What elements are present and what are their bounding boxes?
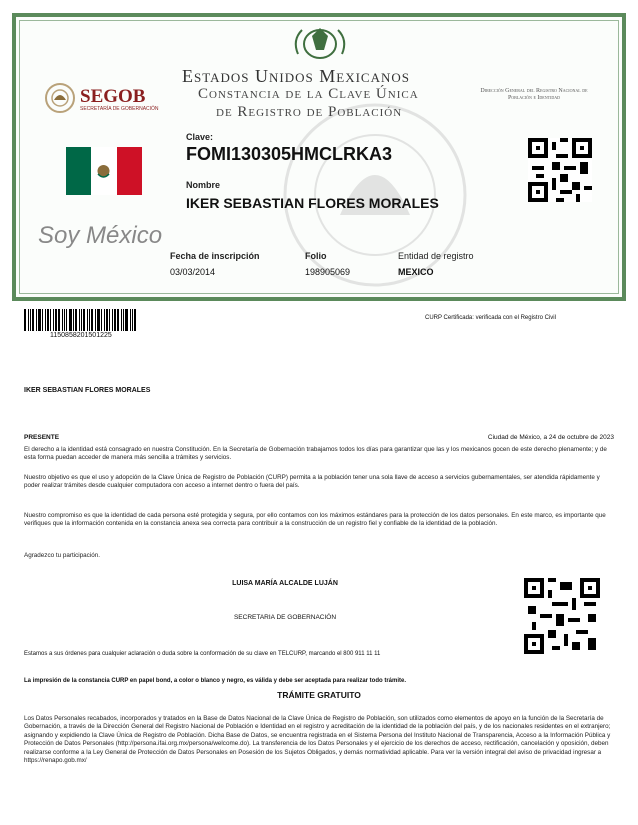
barcode-bar [55,309,57,331]
privacy-text: Los Datos Personales recabados, incorporados y tratados en la Base de Datos Nacional de la Clave Única de Registro de Población, son utilizados como elementos de apoyo en la función de la Secretaría de Gobernación, a través de la Dirección General del Registro Nacional de Población e Identidad en el registro y acreditación de la identidad de la población del país, y de los nacionales residentes en el extranjero; asignando y expidiendo la Clave Única de Registro de Población. Dicha Base de Datos, se encuentra registrada en el Sistema Persona del Instituto Nacional de Transparencia, Acceso a la Información Pública y Protección de Datos Personales (http://persona.ifai.org.mx/persona/welcome.do). La transferencia de los Datos Personales y el ejercicio de los derechos de acceso, rectificación, cancelación y oposición, deben realizarse conforme a la Ley General de Protección de Datos Personales en Posesión de los Sujetos Obligados, y demás normatividad aplicable. Para ver la versión integral del aviso de privacidad ingresar a https://renapo.gob.mx/ [24,715,611,765]
barcode-bar [89,309,90,331]
folio-label: Folio [305,251,327,261]
impresion-text: La impresión de la constancia CURP en papel bond, a color o blanco y negro, es válida y debe ser aceptada para realizar todo trámite. [24,678,407,684]
barcode-bar [38,309,41,331]
title-line-1: Estados Unidos Mexicanos [182,66,410,86]
eagle-crest-icon [290,20,350,62]
barcode-bar [79,309,80,331]
paragraph-2: Nuestro objetivo es que el uso y adopción de la Clave Única de Registro de Población (CURP) permita a la población tener una sola llave de acceso a servicios gubernamentales, ser atendida rápidamente y poder realizar trámites desde cualquier computadora con acceso a internet dentro o fuera del país. [24,474,600,490]
signature-role: SECRETARIA DE GOBERNACIÓN [233,614,337,621]
recipient-name: IKER SEBASTIAN FLORES MORALES [24,387,151,394]
segob-seal-icon [44,82,76,114]
barcode-bar [47,309,49,331]
barcode-bar [75,309,77,331]
paragraph-1: El derecho a la identidad está consagrado en nuestra Constitución. En la Secretaría de Gobernación trabajamos todos los días para garantizar que las y los mexicanos gocen de este derecho plenamente; y de esta forma puedan acceder de manera más sencilla a trámites y servicios. [24,446,607,462]
paragraph-3: Nuestro compromiso es que la identidad de cada persona esté protegida y segura, por ello contamos con los máximos estándares para la protección de los datos personales. En este marco, es importante que verifiques que la información contenida en la constancia anexa sea correcta para contribuir a la construcción de un registro fiel y confiable de la identidad de la población. [24,512,606,528]
paragraph-4: Agradezco tu participación. [24,552,100,559]
barcode-bar [81,309,82,331]
barcode-bar [50,309,51,331]
barcode-bar [64,309,65,331]
barcode-bar [66,309,67,331]
barcode-bar [83,309,85,331]
barcode-bar [45,309,46,331]
tramite-gratuito: TRÁMITE GRATUITO [277,690,361,700]
barcode-bar [69,309,72,331]
qr-code-icon [528,138,592,202]
barcode [24,309,144,331]
barcode-bar [87,309,88,331]
title-line-2: Constancia de la Clave Única [198,86,419,102]
barcode-bar [30,309,31,331]
title-line-3: de Registro de Población [216,104,403,120]
barcode-bar [125,309,128,331]
contact-text: Estamos a sus órdenes para cualquier aclaración o duda sobre la conformación de su clave en TELCURP, marcando el 800 911 11 11 [24,651,381,657]
barcode-bar [109,309,110,331]
segob-name: SEGOB [80,86,146,107]
entidad-label: Entidad de registro [398,251,474,261]
signature-name: LUISA MARÍA ALCALDE LUJÁN [232,580,338,587]
qr-code-2-icon [524,578,600,654]
barcode-bar [134,309,136,331]
barcode-bar [73,309,74,331]
presente: PRESENTE [24,434,60,441]
nombre-label: Nombre [186,180,221,190]
barcode-bar [91,309,93,331]
barcode-bar [95,309,96,331]
folio-value: 198905069 [305,267,351,277]
barcode-bar [123,309,124,331]
barcode-bar [114,309,116,331]
clave-label: Clave: [186,132,214,142]
segob-subtitle: SECRETARÍA DE GOBERNACIÓN [80,106,159,112]
barcode-bar [132,309,133,331]
flag-emblem-icon [91,147,116,195]
fecha-lugar: Ciudad de México, a 24 de octubre de 2023 [487,434,614,441]
curp-certificada: CURP Certificada: verificada con el Registro Civil [425,315,556,321]
barcode-bar [106,309,108,331]
soy-mexico-text: Soy México [38,222,163,249]
barcode-bar [130,309,131,331]
barcode-bar [53,309,54,331]
entidad-value: MEXICO [398,267,434,277]
clave-value: FOMI130305HMCLRKA3 [186,144,393,164]
fecha-label: Fecha de inscripción [170,251,260,261]
barcode-bar [42,309,43,331]
mexico-flag [66,147,142,195]
barcode-bar [58,309,60,331]
barcode-bar [24,309,26,331]
barcode-bar [32,309,34,331]
barcode-bar [104,309,105,331]
direccion-general: Dirección General del Registro Nacional de Población e Identidad [480,88,588,101]
barcode-bar [101,309,102,331]
fecha-value: 03/03/2014 [170,267,216,277]
nombre-value: IKER SEBASTIAN FLORES MORALES [186,195,439,211]
barcode-bar [97,309,100,331]
barcode-bar [62,309,63,331]
barcode-bar [121,309,122,331]
barcode-bar [36,309,37,331]
barcode-number: 1150858201501225 [50,332,112,339]
barcode-bar [112,309,113,331]
barcode-bar [117,309,119,331]
barcode-bar [28,309,29,331]
